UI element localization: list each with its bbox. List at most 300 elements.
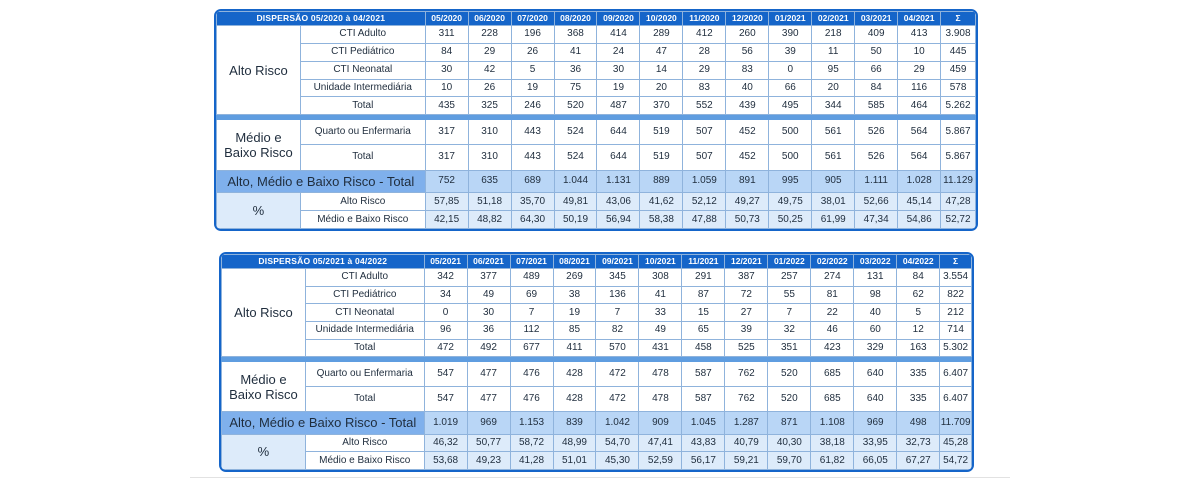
table-cell: 30 [597, 61, 640, 79]
table-cell: 39 [769, 43, 812, 61]
table-cell: 507 [683, 120, 726, 145]
table-cell: 428 [553, 387, 596, 412]
table-cell: 317 [425, 120, 468, 145]
month-header: 01/2022 [768, 255, 811, 269]
table-cell: 335 [897, 387, 940, 412]
row-sum: 5.867 [941, 120, 976, 145]
table-cell: 342 [424, 269, 467, 287]
table-row [217, 97, 976, 115]
table-cell: 83 [726, 61, 769, 79]
row-label: Alto Risco [305, 434, 424, 452]
table-cell: 15 [682, 304, 725, 322]
table-cell: 29 [898, 61, 941, 79]
table-cell: 472 [596, 362, 639, 387]
table-cell: 19 [553, 304, 596, 322]
table-cell: 409 [855, 26, 898, 44]
table-cell: 472 [596, 387, 639, 412]
row-sum: 3.908 [941, 26, 976, 44]
row-sum: 47,28 [941, 193, 976, 211]
table-cell: 564 [898, 120, 941, 145]
row-sum: 3.554 [940, 269, 972, 287]
table-cell: 56 [726, 43, 769, 61]
row-sum: 6.407 [940, 362, 972, 387]
table-cell: 81 [811, 286, 854, 304]
table-cell: 47,41 [639, 434, 682, 452]
row-label: Unidade Intermediária [300, 79, 425, 97]
table-cell: 50,19 [554, 211, 597, 229]
table-cell: 431 [639, 339, 682, 357]
table-cell: 640 [854, 362, 897, 387]
table-cell: 50,77 [467, 434, 510, 452]
table-cell: 526 [855, 120, 898, 145]
table-cell: 27 [725, 304, 768, 322]
table-cell: 218 [812, 26, 855, 44]
table-cell: 519 [640, 120, 683, 145]
table-cell: 59,70 [768, 452, 811, 470]
group-label-percent: % [217, 193, 301, 229]
table-cell: 196 [511, 26, 554, 44]
table-cell: 10 [425, 79, 468, 97]
table-cell: 476 [510, 387, 553, 412]
table-cell: 69 [510, 286, 553, 304]
table-cell: 423 [811, 339, 854, 357]
table-cell: 495 [769, 97, 812, 115]
table-cell: 1.108 [811, 412, 854, 434]
group-label-line: Médio e [240, 371, 287, 387]
table-cell: 58,72 [510, 434, 553, 452]
table-cell: 0 [424, 304, 467, 322]
table-cell: 46,32 [424, 434, 467, 452]
table-cell: 269 [553, 269, 596, 287]
table-cell: 24 [597, 43, 640, 61]
table-cell: 464 [898, 97, 941, 115]
table-cell: 39 [725, 322, 768, 340]
table-cell: 32 [768, 322, 811, 340]
table-cell: 587 [682, 362, 725, 387]
table-cell: 1.059 [683, 170, 726, 193]
row-label: Total [300, 145, 425, 170]
month-header: 10/2021 [639, 255, 682, 269]
table-cell: 507 [683, 145, 726, 170]
month-header: 05/2020 [425, 12, 468, 26]
table-cell: 260 [726, 26, 769, 44]
table-cell: 228 [468, 26, 511, 44]
table-cell: 30 [467, 304, 510, 322]
table-row [222, 362, 972, 387]
group-label-alto-risco: Alto Risco [222, 269, 306, 357]
table-cell: 49,75 [769, 193, 812, 211]
table-cell: 685 [811, 387, 854, 412]
table-cell: 1.044 [554, 170, 597, 193]
table-cell: 36 [554, 61, 597, 79]
table-cell: 29 [683, 61, 726, 79]
table-cell: 41 [554, 43, 597, 61]
row-label: Total [300, 97, 425, 115]
table-cell: 10 [898, 43, 941, 61]
month-header: 04/2022 [897, 255, 940, 269]
table-cell: 49 [467, 286, 510, 304]
table-cell: 413 [898, 26, 941, 44]
table-cell: 50,25 [769, 211, 812, 229]
row-label: Unidade Intermediária [305, 322, 424, 340]
month-header: 03/2021 [855, 12, 898, 26]
table-cell: 48,82 [468, 211, 511, 229]
row-sum: 11.709 [940, 412, 972, 434]
row-label: CTI Pediátrico [300, 43, 425, 61]
dispersion-table-2020-2021 [214, 9, 978, 231]
table-cell: 41,62 [640, 193, 683, 211]
month-header: 02/2021 [812, 12, 855, 26]
row-sum: 578 [941, 79, 976, 97]
row-label: Quarto ou Enfermaria [300, 120, 425, 145]
table-row [217, 145, 976, 170]
table-cell: 526 [855, 145, 898, 170]
table-cell: 291 [682, 269, 725, 287]
table-cell: 14 [640, 61, 683, 79]
table-cell: 310 [468, 145, 511, 170]
month-header: 10/2020 [640, 12, 683, 26]
table-cell: 891 [726, 170, 769, 193]
row-sum: 5.867 [941, 145, 976, 170]
table-cell: 41,28 [510, 452, 553, 470]
month-header: 03/2022 [854, 255, 897, 269]
table-cell: 452 [726, 120, 769, 145]
month-header: 12/2021 [725, 255, 768, 269]
table-cell: 49,27 [726, 193, 769, 211]
table-cell: 274 [811, 269, 854, 287]
table-cell: 345 [596, 269, 639, 287]
table-cell: 62 [897, 286, 940, 304]
table-cell: 390 [769, 26, 812, 44]
table-cell: 500 [769, 120, 812, 145]
table-cell: 644 [597, 145, 640, 170]
table-cell: 329 [854, 339, 897, 357]
table-cell: 1.111 [855, 170, 898, 193]
table-cell: 36 [467, 322, 510, 340]
table-cell: 519 [640, 145, 683, 170]
dispersion-table-2021-2022 [219, 252, 974, 472]
table-cell: 995 [769, 170, 812, 193]
table-cell: 905 [812, 170, 855, 193]
table-cell: 489 [510, 269, 553, 287]
table-row [222, 322, 972, 340]
table-cell: 520 [768, 362, 811, 387]
table-cell: 635 [468, 170, 511, 193]
table-cell: 54,70 [596, 434, 639, 452]
table-cell: 7 [596, 304, 639, 322]
table-cell: 1.131 [597, 170, 640, 193]
table-cell: 377 [467, 269, 510, 287]
table-cell: 59,21 [725, 452, 768, 470]
table-cell: 52,12 [683, 193, 726, 211]
table-cell: 476 [510, 362, 553, 387]
table-cell: 520 [768, 387, 811, 412]
table-cell: 61,99 [812, 211, 855, 229]
table-cell: 20 [812, 79, 855, 97]
table-cell: 435 [425, 97, 468, 115]
table-cell: 53,68 [424, 452, 467, 470]
table-cell: 472 [424, 339, 467, 357]
month-header: 07/2021 [510, 255, 553, 269]
grand-total-row [217, 170, 976, 193]
month-header: 01/2021 [769, 12, 812, 26]
row-label: Médio e Baixo Risco [300, 211, 425, 229]
row-sum: 5.302 [940, 339, 972, 357]
dispersion-table [216, 11, 976, 229]
table-cell: 20 [640, 79, 683, 97]
table-cell: 65 [682, 322, 725, 340]
table-cell: 370 [640, 97, 683, 115]
table-cell: 26 [468, 79, 511, 97]
table-cell: 344 [812, 97, 855, 115]
table-cell: 85 [553, 322, 596, 340]
table-cell: 11 [812, 43, 855, 61]
table-cell: 60 [854, 322, 897, 340]
table-cell: 47,34 [855, 211, 898, 229]
table-cell: 51,01 [553, 452, 596, 470]
table-cell: 889 [640, 170, 683, 193]
table-row [222, 269, 972, 287]
table-cell: 487 [597, 97, 640, 115]
table-cell: 411 [553, 339, 596, 357]
table-cell: 84 [897, 269, 940, 287]
grand-total-label: Alto, Médio e Baixo Risco - Total [222, 412, 425, 434]
table-cell: 98 [854, 286, 897, 304]
table-cell: 19 [597, 79, 640, 97]
row-sum: 11.129 [941, 170, 976, 193]
table-cell: 387 [725, 269, 768, 287]
table-cell: 552 [683, 97, 726, 115]
table-cell: 33,95 [854, 434, 897, 452]
table-cell: 56,17 [682, 452, 725, 470]
table-cell: 909 [639, 412, 682, 434]
table-cell: 246 [511, 97, 554, 115]
table-cell: 570 [596, 339, 639, 357]
table-row [217, 120, 976, 145]
table-cell: 26 [511, 43, 554, 61]
table-cell: 969 [467, 412, 510, 434]
table-cell: 49 [639, 322, 682, 340]
month-header: 09/2020 [597, 12, 640, 26]
percent-row [222, 452, 972, 470]
month-header: 02/2022 [811, 255, 854, 269]
table-cell: 762 [725, 387, 768, 412]
table-cell: 492 [467, 339, 510, 357]
table-cell: 644 [597, 120, 640, 145]
table-cell: 1.042 [596, 412, 639, 434]
table-cell: 66 [769, 79, 812, 97]
table-cell: 1.045 [682, 412, 725, 434]
table-cell: 57,85 [425, 193, 468, 211]
table-cell: 38 [553, 286, 596, 304]
table-cell: 310 [468, 120, 511, 145]
table-cell: 458 [682, 339, 725, 357]
table-cell: 547 [424, 387, 467, 412]
table-cell: 443 [511, 120, 554, 145]
table-cell: 524 [554, 120, 597, 145]
month-header: 11/2021 [682, 255, 725, 269]
table-cell: 46 [811, 322, 854, 340]
row-label: Médio e Baixo Risco [305, 452, 424, 470]
table-cell: 351 [768, 339, 811, 357]
table-cell: 83 [683, 79, 726, 97]
table-row [217, 26, 976, 44]
sum-header: Σ [941, 12, 976, 26]
percent-row [222, 434, 972, 452]
sum-header: Σ [940, 255, 972, 269]
table-cell: 40,30 [768, 434, 811, 452]
table-title: DISPERSÃO 05/2021 à 04/2022 [222, 255, 425, 269]
table-cell: 547 [424, 362, 467, 387]
table-cell: 7 [510, 304, 553, 322]
table-cell: 7 [768, 304, 811, 322]
table-cell: 29 [468, 43, 511, 61]
row-sum: 5.262 [941, 97, 976, 115]
table-cell: 47,88 [683, 211, 726, 229]
table-cell: 64,30 [511, 211, 554, 229]
month-header: 11/2020 [683, 12, 726, 26]
table-cell: 50 [855, 43, 898, 61]
percent-row [217, 193, 976, 211]
table-cell: 82 [596, 322, 639, 340]
table-cell: 49,81 [554, 193, 597, 211]
row-sum: 822 [940, 286, 972, 304]
table-cell: 12 [897, 322, 940, 340]
table-cell: 41 [639, 286, 682, 304]
row-label: Alto Risco [300, 193, 425, 211]
row-sum: 459 [941, 61, 976, 79]
table-cell: 5 [511, 61, 554, 79]
row-sum: 52,72 [941, 211, 976, 229]
table-row [217, 43, 976, 61]
row-label: CTI Neonatal [300, 61, 425, 79]
table-cell: 67,27 [897, 452, 940, 470]
row-label: Total [305, 387, 424, 412]
table-cell: 40,79 [725, 434, 768, 452]
month-header: 07/2020 [511, 12, 554, 26]
header-row [217, 12, 976, 26]
row-label: CTI Neonatal [305, 304, 424, 322]
grand-total-label: Alto, Médio e Baixo Risco - Total [217, 170, 426, 193]
divider [190, 477, 1010, 478]
table-cell: 75 [554, 79, 597, 97]
table-cell: 289 [640, 26, 683, 44]
table-cell: 61,82 [811, 452, 854, 470]
table-cell: 112 [510, 322, 553, 340]
table-cell: 38,18 [811, 434, 854, 452]
table-cell: 136 [596, 286, 639, 304]
table-cell: 412 [683, 26, 726, 44]
table-cell: 50,73 [726, 211, 769, 229]
table-cell: 34 [424, 286, 467, 304]
table-cell: 478 [639, 362, 682, 387]
table-cell: 1.287 [725, 412, 768, 434]
month-header: 08/2020 [554, 12, 597, 26]
table-cell: 762 [725, 362, 768, 387]
table-cell: 116 [898, 79, 941, 97]
table-title: DISPERSÃO 05/2020 à 04/2021 [217, 12, 426, 26]
month-header: 05/2021 [424, 255, 467, 269]
group-label-line: Baixo Risco [224, 144, 293, 160]
table-cell: 689 [511, 170, 554, 193]
table-cell: 561 [812, 145, 855, 170]
table-cell: 84 [425, 43, 468, 61]
row-label: CTI Adulto [305, 269, 424, 287]
table-cell: 677 [510, 339, 553, 357]
header-row [222, 255, 972, 269]
table-cell: 47 [640, 43, 683, 61]
table-cell: 19 [511, 79, 554, 97]
table-cell: 28 [683, 43, 726, 61]
table-row [222, 286, 972, 304]
table-cell: 1.028 [898, 170, 941, 193]
table-cell: 40 [854, 304, 897, 322]
table-cell: 51,18 [468, 193, 511, 211]
table-cell: 95 [812, 61, 855, 79]
table-cell: 477 [467, 387, 510, 412]
table-cell: 32,73 [897, 434, 940, 452]
table-cell: 452 [726, 145, 769, 170]
table-cell: 585 [855, 97, 898, 115]
table-cell: 30 [425, 61, 468, 79]
table-cell: 439 [726, 97, 769, 115]
table-cell: 685 [811, 362, 854, 387]
table-row [222, 387, 972, 412]
table-cell: 1.153 [510, 412, 553, 434]
month-header: 08/2021 [553, 255, 596, 269]
table-cell: 43,83 [682, 434, 725, 452]
table-cell: 163 [897, 339, 940, 357]
table-row [217, 61, 976, 79]
row-label: CTI Adulto [300, 26, 425, 44]
row-sum: 6.407 [940, 387, 972, 412]
table-cell: 525 [725, 339, 768, 357]
table-cell: 55 [768, 286, 811, 304]
table-row [222, 304, 972, 322]
table-cell: 52,59 [639, 452, 682, 470]
table-cell: 564 [898, 145, 941, 170]
table-cell: 335 [897, 362, 940, 387]
table-cell: 54,86 [898, 211, 941, 229]
row-sum: 45,28 [940, 434, 972, 452]
table-cell: 317 [425, 145, 468, 170]
table-cell: 1.019 [424, 412, 467, 434]
table-cell: 752 [425, 170, 468, 193]
table-cell: 22 [811, 304, 854, 322]
table-cell: 96 [424, 322, 467, 340]
table-cell: 325 [468, 97, 511, 115]
row-label: CTI Pediátrico [305, 286, 424, 304]
percent-row [217, 211, 976, 229]
group-label-alto-risco: Alto Risco [217, 26, 301, 115]
table-cell: 428 [553, 362, 596, 387]
table-cell: 45,14 [898, 193, 941, 211]
group-label-medio-baixo-risco [222, 362, 306, 412]
table-cell: 308 [639, 269, 682, 287]
table-cell: 58,38 [640, 211, 683, 229]
table-cell: 56,94 [597, 211, 640, 229]
month-header: 09/2021 [596, 255, 639, 269]
month-header: 06/2021 [467, 255, 510, 269]
table-cell: 0 [769, 61, 812, 79]
table-cell: 498 [897, 412, 940, 434]
table-cell: 414 [597, 26, 640, 44]
table-cell: 257 [768, 269, 811, 287]
table-cell: 66 [855, 61, 898, 79]
table-cell: 524 [554, 145, 597, 170]
group-label-medio-baixo-risco [217, 120, 301, 170]
table-cell: 40 [726, 79, 769, 97]
